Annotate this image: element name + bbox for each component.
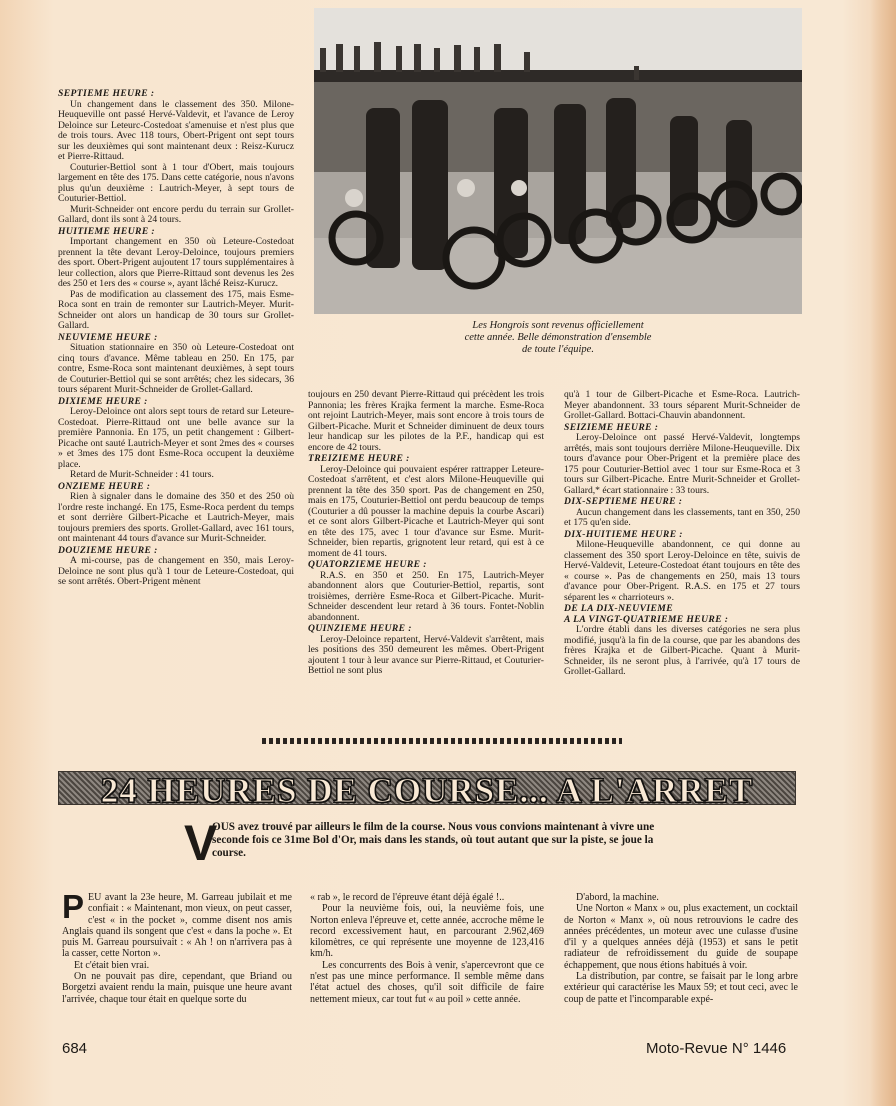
section-heading: DOUZIEME HEURE : xyxy=(58,544,158,556)
paragraph: Leroy-Deloince repartent, Hervé-Valdevit s'arrêtent, mais les positions des 350 demeurent les mêmes. Obert-Prigent ajoutent 1 tour à leur avance sur Pierre-Rittaud, et Couturier-Bettiol ne sont plus xyxy=(308,633,544,676)
page-edge xyxy=(870,0,896,1106)
section-heading: ONZIEME HEURE : xyxy=(58,480,151,492)
magazine-issue: Moto-Revue N° 1446 xyxy=(646,1040,787,1057)
paragraph: Pas de modification au classement des 175, mais Esme-Roca sont en train de remonter sur Lautrich-Meyer. Murit-Schneider ont alors un handicap de 30 tours sur Grollet-Gallard. xyxy=(58,288,294,331)
paragraph: Leroy-Deloince ont alors sept tours de retard sur Leteure-Costedoat. Pierre-Rittaud ont une belle avance sur la première Pannonia. En 175, un petit changement : Gilbert-Picache ont sauté Lautrich-Meyer et sont 2mes des « courses » et 3mes des 175 dont Esme-Roca occupent la deuxième place. xyxy=(58,406,294,470)
riders-photo-illustration xyxy=(314,8,802,314)
article-banner xyxy=(58,771,796,810)
article-intro: OUS avez trouvé par ailleurs le film de la course. Nous vous convions maintenant à vivre une seconde fois ce 31me Bol d'Or, mais dans les stands, où tout autant que sur la piste, se joue la course. xyxy=(212,821,655,859)
section-heading: A LA VINGT-QUATRIEME HEURE : xyxy=(564,613,729,625)
section-heading: QUINZIEME HEURE : xyxy=(308,623,412,634)
paragraph: L'ordre établi dans les diverses catégories ne sera plus modifié, jusqu'à la fin de la course, que par les abandons des frères Krajka et de Gilbert-Picache. Quant à Murit-Schneider, ils ne seront plus, à l'arrivée, qu'à 17 tours de Grollet-Gallard. xyxy=(564,624,800,677)
paragraph: Rien à signaler dans le domaine des 350 et des 250 où l'ordre reste inchangé. En 175, Esme-Roca perdent du temps et sont derrière Gilbert-Picache et Lautrich-Meyer, mais toujours premiers des sports. Grollet-Gallard, avec 161 tours, ont maintenant 44 tours d'avance sur Murit-Schneider. xyxy=(58,491,294,544)
page-number: 684 xyxy=(62,1040,88,1057)
section-heading: TREIZIEME HEURE : xyxy=(308,453,410,464)
caption-line: Les Hongrois sont revenus officiellement xyxy=(472,320,644,331)
paragraph: Pour la neuvième fois, oui, la neuvième fois, une Norton enleva l'épreuve et, cette année, accroche même le record excessivement haut, en parcourant 2.962,469 kilomètres, ce qui représente une moyenne de 123,416 km/h. xyxy=(310,903,544,960)
column-3 xyxy=(564,390,800,678)
section-heading: SEIZIEME HEURE : xyxy=(564,421,659,433)
intro-initial: V xyxy=(184,815,218,871)
section-heading: NEUVIEME HEURE : xyxy=(58,331,158,343)
paragraph: A mi-course, pas de changement en 350, mais Leroy-Deloince ne sont plus qu'à 1 tour de Leteure-Costedoat, qui se sont arrêtés. Obert-Prigent mènent xyxy=(58,555,294,587)
paragraph xyxy=(62,888,292,960)
photo-caption xyxy=(398,320,718,356)
paragraph: Leroy-Deloince ont passé Hervé-Valdevit, longtemps arrêtés, mais sont toujours derrière Milone-Heuqueville. Dix tours d'avance pour Ober-Prigent et la première place des 175 pour Couturier-Bettiol avec 1 tour sur Esme-Roca et 3 tours sur Gilbert-Picache. Entre Murit-Schneider et Grollet-Gallard,* écart stationnaire : 33 tours. xyxy=(564,432,800,496)
paragraph: Les concurrents des Bois à venir, s'apercevront que ce n'est pas une mince performance. Il semble même dans l'état actuel des choses, qu'il soit difficile de faire nettement mieux, car tout fut « au poil » cette année. xyxy=(310,959,544,1005)
paragraph: Leroy-Deloince qui pouvaient espérer rattrapper Leteure-Costedoat s'arrêtent, et c'est alors Milone-Heuqueville qui prennent la tête des 350 sport. Pas de changement en 250, mais en 175, Couturier-Bettiol ont perdu beaucoup de temps (Couturier a dû pousser la machine depuis la courbe Ascari) et ce sont alors Gilbert-Picache et Lautrich-Meyer qui sont en tête des 175, avec 1 tour d'avance sur Esme. Murit-Schneider, bien repartis, grignotent leur retard, qui est à ce moment de 41 tours. xyxy=(308,463,544,559)
bottom-column-3 xyxy=(564,892,798,1005)
paragraph: D'abord, la machine. xyxy=(576,892,659,903)
paragraph: Aucun changement dans les classements, tant en 350, 250 et 175 qu'en side. xyxy=(564,506,800,528)
paragraph: Milone-Heuqueville abandonnent, ce qui donne au classement des 350 sport Leroy-Deloince en tête, suivis de Hervé-Valdevit, Leteure-Costedoat étant toujours en tête des « course ». Pas de changements en 250, mais 13 tours d'avance pour Ober-Prigent. R.A.S. en 175 et 27 tours séparent les « charrioteurs ». xyxy=(564,539,800,603)
section-heading: SEPTIEME HEURE : xyxy=(58,88,155,99)
article-title: 24 HEURES DE COURSE... A L'ARRET xyxy=(100,771,754,810)
column-1 xyxy=(58,88,294,588)
bottom-column-1 xyxy=(62,888,292,1005)
section-heading: QUATORZIEME HEURE : xyxy=(308,559,427,570)
paragraph: Retard de Murit-Schneider : 41 tours. xyxy=(70,469,214,480)
caption-line: cette année. Belle démonstration d'ensemble xyxy=(464,332,652,343)
paragraph: Un changement dans le classement des 350. Milone-Heuqueville ont passé Hervé-Valdevit, et l'avance de Leroy Deloince sur Leteurc-Costedoat s'amenuise et n'est plus que de trois tours. Avec 118 tours, Obert-Prigent ont sept tours sur les deuxièmes qui sont maintenant deux : Reisz-Kurucz et Pierre-Rittaud. xyxy=(58,98,294,162)
paragraph: Murit-Schneider ont encore perdu du terrain sur Grollet-Gallard, dont ils sont à 24 tours. xyxy=(58,203,294,225)
section-heading: DIX-HUITIEME HEURE : xyxy=(564,528,683,540)
section-heading: DIXIEME HEURE : xyxy=(58,395,148,407)
paragraph: Et c'était bien vrai. xyxy=(74,959,150,971)
section-heading: DE LA DIX-NEUVIEME xyxy=(564,603,674,614)
paragraph: La distribution, par contre, se faisait par le long arbre extérieur qui caractérise les Maux 59; et tout ceci, avec le coup de patte et l'incomparable expé- xyxy=(564,971,798,1005)
paragraph: Couturier-Bettiol sont à 1 tour d'Obert, mais toujours largement en tête des 175. Dans cette catégorie, nous n'avons plus qu'un deuxième : Lautrich-Meyer, à sept tours de Couturier-Bettiol. xyxy=(58,161,294,204)
paragraph: « rab », le record de l'épreuve étant déjà égalé !.. xyxy=(310,892,505,903)
paragraph: Important changement en 350 où Leteure-Costedoat prennent la tête devant Leroy-Deloince, toujours premiers des sport. Obert-Prigent aujoutent 17 tours supplémentaires à leur collection, alors que Pierre-Rittaud sont devenus les 2es des 250 et 1ers des « course », ayant lâché Reisz-Kurucz. xyxy=(58,236,294,289)
paragraph: On ne pouvait pas dire, cependant, que Briand ou Borgetzi avaient rendu la main, puisque une heure avant l'arrivée, chaque tour était en quelque sorte du xyxy=(62,971,292,1005)
section-heading: HUITIEME HEURE : xyxy=(58,225,156,237)
column-2 xyxy=(308,390,544,677)
paragraph: toujours en 250 devant Pierre-Rittaud qui précèdent les trois Pannonia; les frères Krajka ferment la marche. Esme-Roca ont rejoint Lautrich-Meyer, mais sont encore à trois tours de Gilbert-Picache. Murit et Schneider diminuent de deux tours leur handicap sur les pilotes de la P.F., handicap qui est encore de 42 tours. xyxy=(308,389,544,453)
section-heading: DIX-SEPTIEME HEURE : xyxy=(564,496,683,507)
paragraph: R.A.S. en 350 et 250. En 175, Lautrich-Meyer abandonnent alors que Couturier-Bettiol, repartis, sont troisièmes, derrière Esme-Roca et Gilbert-Picache. Murit-Schneider descendent leur retard à 36 tours. Fontet-Noblin abandonnent. xyxy=(308,569,544,623)
drop-cap: P xyxy=(62,888,85,925)
paragraph: Une Norton « Manx » ou, plus exactement, un cocktail de Norton « Manx », où nous retrouvions le cadre des années précédentes, un moteur avec une culasse d'usine d'il y a quelques années déjà (1953) et sans le petit radiateur de refroidissement du guide de soupape échappement, que nous étions habitués à voir. xyxy=(564,903,798,971)
ornament-divider xyxy=(262,738,622,744)
paragraph: Situation stationnaire en 350 où Leteure-Costedoat ont cinq tours d'avance. Même tableau en 250. En 175, par contre, Esme-Roca sont maintenant deuxièmes, à sept tours de Couturier-Bettiol qui se sont arrêtés; chez les sidecars, 36 tours séparent Murit-Schneider de Grollet-Gallard. xyxy=(58,342,294,395)
race-photo xyxy=(314,8,802,314)
paragraph-text: EU avant la 23e heure, M. Garreau jubilait et me confiait : « Maintenant, mon vieux, on peut casser, c'est « in the pocket », comme disent nos amis Anglais quand ils songent que c'est « dans la poche ». Et puis M. Garreau poursuivait : « Ah ! on n'arrivera pas à la casser, cette Norton ». xyxy=(62,892,292,960)
bottom-column-2 xyxy=(310,892,544,1005)
caption-line: de toute l'équipe. xyxy=(522,344,594,355)
paragraph: qu'à 1 tour de Gilbert-Picache et Esme-Roca. Lautrich-Meyer abandonnent. 33 tours séparent Murit-Schneider de Grollet-Gallard. Bottaci-Chauvin abandonnent. xyxy=(564,389,800,421)
